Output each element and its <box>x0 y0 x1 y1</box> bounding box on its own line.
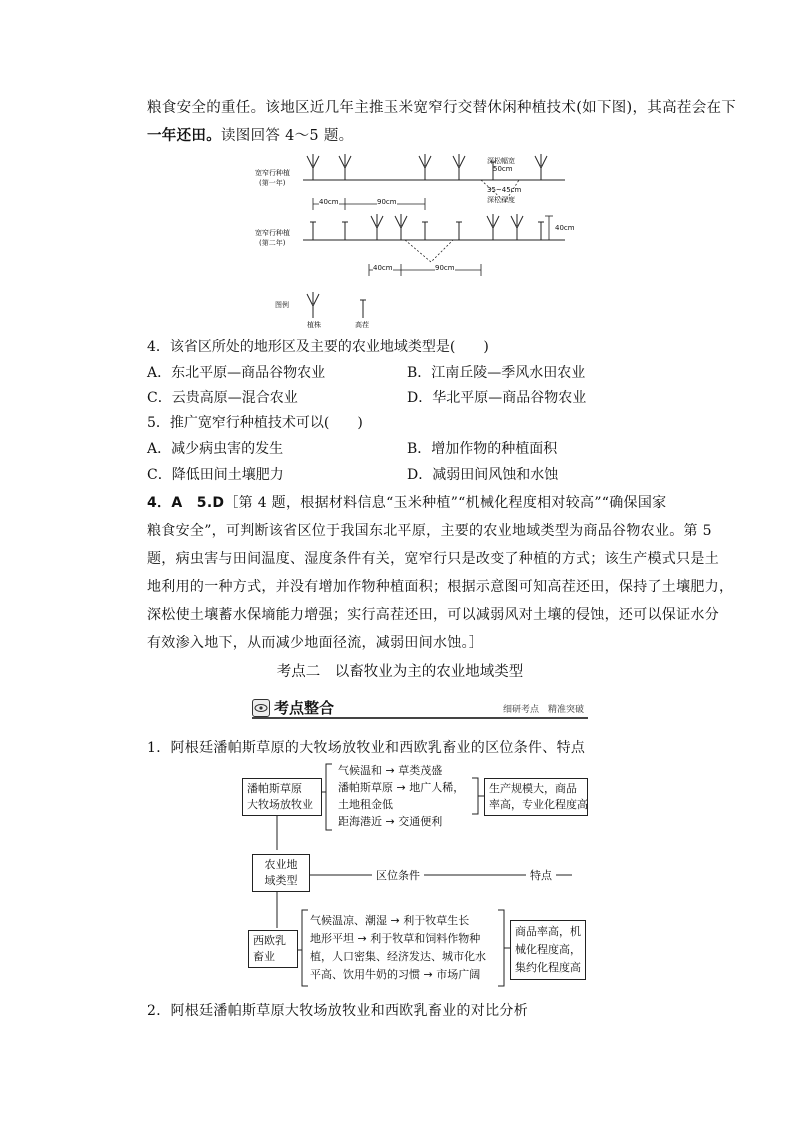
pampas-conditions <box>338 762 464 830</box>
planting-diagram-svg <box>255 150 585 330</box>
pampas-features-box <box>484 778 588 816</box>
banner-title: 考点整合 <box>274 699 335 717</box>
pampas-feature-2: 率高，专业化程度高 <box>489 798 588 811</box>
we-features-box <box>510 920 586 980</box>
we-conditions <box>310 912 486 984</box>
dim-40-top: 40cm <box>319 198 339 206</box>
pampas-box-line-2: 大牧场放牧业 <box>247 798 313 811</box>
answer-line-1 <box>147 488 666 518</box>
we-condition-4: 平高、饮用牛奶的习惯 → 市场广阔 <box>310 968 481 981</box>
pampas-box <box>242 778 322 816</box>
dim-90-top: 90cm <box>377 198 397 206</box>
answer-key: 4．A 5.D <box>147 495 225 511</box>
agri-type-line-1: 农业地 <box>264 858 298 871</box>
planting-diagram <box>255 150 585 330</box>
q4-option-b: B．江南丘陵—季风水田农业 <box>407 365 586 381</box>
pampas-feature-1: 生产规模大，商品 <box>489 782 577 795</box>
row2-label-a: 宽窄行种植 <box>255 229 290 237</box>
q4-stem: 4．该省区所处的地形区及主要的农业地域类型是( ) <box>147 339 489 355</box>
q5-stem: 5．推广宽窄行种植技术可以( ) <box>147 415 363 431</box>
q5-option-d: D．减弱田间风蚀和水蚀 <box>407 467 559 483</box>
q5-option-a: A．减少病虫害的发生 <box>147 441 284 457</box>
legend-stubble: 高茬 <box>355 321 369 329</box>
row1-label-a: 宽窄行种植 <box>255 169 290 177</box>
we-condition-2: 地形平坦 → 利于牧草和饲料作物种 <box>310 932 481 945</box>
q5-option-c: C．降低田间土壤肥力 <box>147 467 284 483</box>
pampas-box-line-1: 潘帕斯草原 <box>247 782 302 795</box>
answer-line-4: 地利用的一种方式，并没有增加作物种植面积；根据示意图可知高茬还田，保持了土壤肥力， <box>147 579 734 595</box>
we-box <box>248 930 298 968</box>
intro-line-2-rest: 读图回答 4～5 题。 <box>221 128 354 144</box>
legend-plant: 植株 <box>307 321 321 329</box>
answer-text-1: ［第 4 题，根据材料信息“玉米种植”“机械化程度相对较高”“确保国家 <box>224 495 667 511</box>
right-label: 特点 <box>526 867 556 883</box>
pampas-condition-3: 土地租金低 <box>338 798 393 811</box>
dim-90-bot: 90cm <box>435 264 455 272</box>
loosen-depth-a: 35~45cm <box>487 186 522 194</box>
pampas-condition-4: 距海港近 → 交通便利 <box>338 815 443 828</box>
depth-side-label: 40cm <box>555 224 575 232</box>
answer-line-5: 深松使土壤蓄水保墒能力增强；实行高茬还田，可以减弱风对土壤的侵蚀，还可以保证水分 <box>147 607 719 623</box>
answer-line-2: 粮食安全”，可判断该省区位于我国东北平原，主要的农业地域类型为商品谷物农业。第 5 <box>147 523 712 539</box>
we-feature-1: 商品率高，机 <box>515 925 581 938</box>
item-2: 2．阿根廷潘帕斯草原大牧场放牧业和西欧乳畜业的对比分析 <box>147 1003 529 1019</box>
banner-subtitle: 细研考点 精准突破 <box>502 705 584 715</box>
loosen-width-a: 深松幅宽 <box>487 157 515 165</box>
item-1: 1．阿根廷潘帕斯草原的大牧场放牧业和西欧乳畜业的区位条件、特点 <box>147 740 586 756</box>
loosen-depth-b: 深松深度 <box>487 196 515 204</box>
location-diagram <box>240 760 590 992</box>
legend-title: 图例 <box>275 301 289 309</box>
intro-line-2-bold: 一年还田。 <box>147 128 221 144</box>
row1-label-b: (第一年) <box>259 179 286 187</box>
dim-40-bot: 40cm <box>373 264 393 272</box>
section-banner <box>252 697 588 719</box>
pampas-condition-1: 气候温和 → 草类茂盛 <box>338 764 443 777</box>
eye-icon <box>252 699 270 717</box>
q5-option-b: B．增加作物的种植面积 <box>407 441 558 457</box>
we-feature-3: 集约化程度高 <box>515 961 581 974</box>
section-title: 考点二 以畜牧业为主的农业地域类型 <box>276 664 524 680</box>
we-box-line-1: 西欧乳 <box>253 934 286 947</box>
q4-option-a: A．东北平原—商品谷物农业 <box>147 365 326 381</box>
row2-label-b: (第二年) <box>259 239 286 247</box>
intro-line-2 <box>147 121 353 151</box>
we-condition-3: 植，人口密集、经济发达、城市化水 <box>310 950 486 963</box>
pampas-condition-2: 潘帕斯草原 → 地广人稀， <box>338 781 465 794</box>
we-box-line-2: 畜业 <box>253 950 275 963</box>
answer-line-6: 有效渗入地下，从而减少地面径流，减弱田间水蚀。］ <box>147 635 484 651</box>
agri-type-line-2: 域类型 <box>264 874 298 887</box>
answer-line-3: 题，病虫害与田间温度、湿度条件有关，宽窄行只是改变了种植的方式；该生产模式只是土 <box>147 551 719 567</box>
q4-option-c: C．云贵高原—混合农业 <box>147 390 298 406</box>
intro-line-1: 粮食安全的重任。该地区近几年主推玉米宽窄行交替休闲种植技术(如下图)，其高茬会在下 <box>147 100 737 116</box>
agri-type-box <box>252 854 310 892</box>
we-condition-1: 气候温凉、潮湿 → 利于牧草生长 <box>310 914 470 927</box>
we-feature-2: 械化程度高， <box>515 943 581 956</box>
loosen-width-b: 50cm <box>493 165 513 173</box>
mid-label: 区位条件 <box>372 867 424 883</box>
banner-underline <box>252 717 588 719</box>
q4-option-d: D．华北平原—商品谷物农业 <box>407 390 587 406</box>
